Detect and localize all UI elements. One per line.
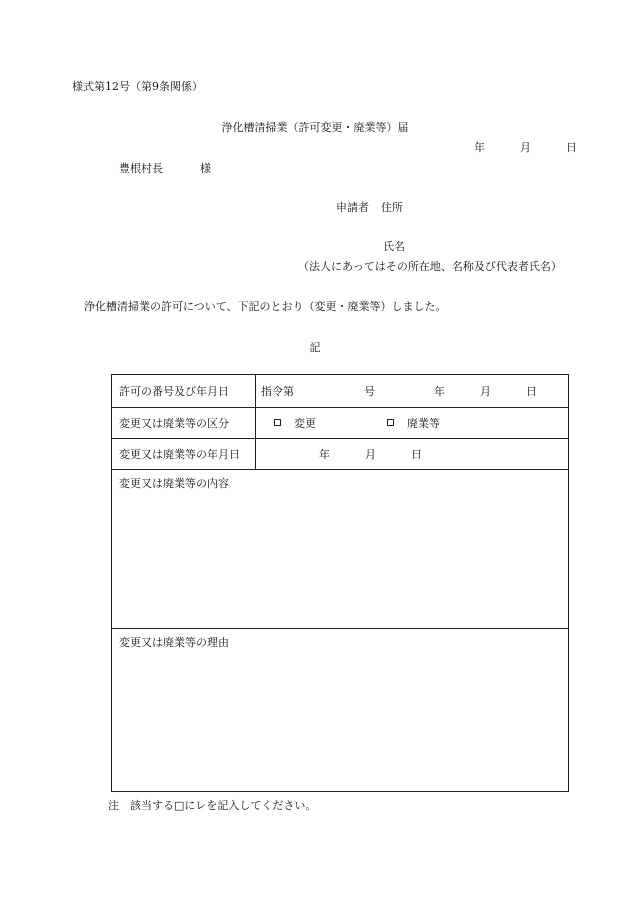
table-row-change-date	[112, 438, 568, 470]
applicant-name-note: （法人にあってはその所在地、名称及び代表者氏名）	[298, 260, 562, 273]
permit-year: 年	[434, 385, 445, 398]
permit-number-label: 許可の番号及び年月日	[119, 385, 229, 398]
table-row-permit-number	[112, 375, 568, 408]
applicant-label: 申請者	[336, 201, 369, 214]
closure-option-label: 廃業等	[407, 417, 440, 430]
date-day-label: 日	[566, 141, 577, 154]
address-label: 住所	[381, 201, 403, 214]
ki-heading: 記	[309, 341, 321, 354]
footnote-prefix: 注	[108, 799, 119, 812]
permit-day: 日	[526, 385, 537, 398]
body-text: 浄化槽清掃業の許可について、下記のとおり（変更・廃業等）しました。	[84, 300, 447, 313]
addressee: 豊根村長	[119, 162, 163, 175]
table-row-reason[interactable]	[112, 628, 568, 791]
closure-checkbox[interactable]	[387, 419, 394, 426]
date-year-label: 年	[474, 141, 485, 154]
document-title: 浄化槽清掃業（許可変更・廃業等）届	[221, 121, 409, 134]
applicant-address-line	[336, 202, 403, 213]
change-day: 日	[411, 448, 422, 461]
permit-prefix: 指令第	[261, 385, 294, 398]
change-option-label: 変更	[294, 417, 316, 430]
change-date-label: 変更又は廃業等の年月日	[119, 448, 240, 461]
content-label: 変更又は廃業等の内容	[119, 477, 229, 490]
table-row-content[interactable]	[112, 469, 568, 629]
date-month-label: 月	[520, 141, 531, 154]
change-month: 月	[365, 448, 376, 461]
permit-number-unit: 号	[364, 385, 375, 398]
form-number: 様式第12号（第9条関係）	[72, 80, 203, 93]
footnote	[108, 800, 316, 811]
footnote-text: 該当する□にレを記入してください。	[130, 799, 317, 812]
permit-month: 月	[480, 385, 491, 398]
applicant-name-label: 氏名	[383, 240, 405, 253]
table-column-divider	[255, 375, 256, 469]
change-year: 年	[319, 448, 330, 461]
reason-label: 変更又は廃業等の理由	[119, 636, 229, 649]
addressee-honorific: 様	[200, 162, 211, 175]
table-row-category	[112, 407, 568, 439]
notification-table	[111, 374, 569, 792]
category-label: 変更又は廃業等の区分	[119, 417, 229, 430]
change-checkbox[interactable]	[274, 419, 281, 426]
